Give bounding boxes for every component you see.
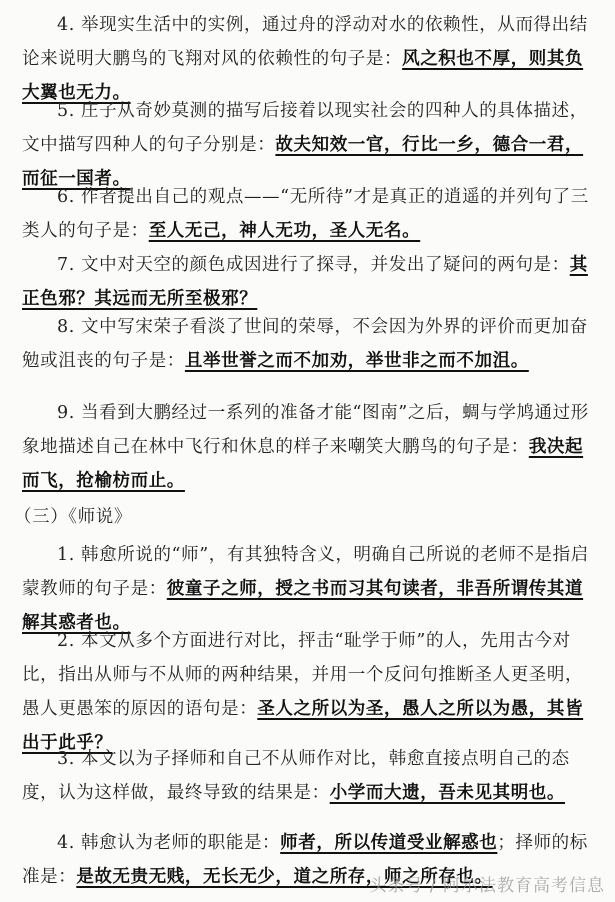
answer-text: 小学而大遗，吾未见其明也。 [329,783,566,803]
question-text: 9. 当看到大鹏经过一系列的准备才能“图南”之后，蜩与学鸠通过形象地描述自己在林中飞行和休息的样子来嘲笑大鹏鸟的句子是： [22,403,589,457]
answer-text: 圣人之所以为圣，愚人之所以为愚，其皆出于此乎？ [22,699,584,753]
question-text: 5. 庄子从奇妙莫测的描写后接着以现实社会的四种人的具体描述，文中描写四种人的句子分别是： [22,101,588,155]
question-text: 4. 举现实生活中的实例，通过舟的浮动对水的依赖性，从而得出结论来说明大鹏鸟的飞翔对风的依赖性的句子是： [22,15,588,69]
question-text: 1. 韩愈所说的“师”，有其独特含义，明确自己所说的老师不是指启蒙教师的句子是： [22,545,589,599]
question-7 [22,248,594,316]
section-title: （三）《师说》 [14,507,132,527]
answer-text: 至人无己，神人无功，圣人无名。 [148,221,421,241]
watermark: 头条号 / 阿尔法教育高考信息 [369,876,605,896]
question-6 [22,180,594,248]
answer-text: 我决起而飞，抢榆枋而止。 [22,437,584,491]
answer-text: 彼童子之师，授之书而习其句读者，非吾所谓传其道解其惑者也。 [22,579,584,633]
question-text: 2. 本文从多个方面进行对比，抨击“耻学于师”的人，先用古今对比，指出从师与不从师的两种结果，并用一个反问句推断圣人更圣明，愚人更愚笨的原因的语句是： [22,631,584,719]
answer-text: 且举世誉之而不加劝，举世非之而不加沮。 [184,351,529,371]
shishuo-question-2 [22,624,594,760]
answer-text-2: 是故无贵无贱，无长无少，道之所存，师之所存也。 [76,867,493,887]
question-text-2: ；择师的标准是： [22,833,588,887]
answer-text: 故夫知效一官，行比一乡，德合一君，而征一国者。 [22,135,584,189]
question-9 [22,396,594,498]
question-text: 3. 本文以为子择师和自己不从师作对比，韩愈直接点明自己的态度，认为这样做，最终导致的结果是： [22,749,570,803]
answer-text: 师者，所以传道受业解惑也 [280,833,498,853]
question-text: 8. 文中写宋荣子看淡了世间的荣辱，不会因为外界的评价而更加奋勉或沮丧的句子是： [22,317,588,371]
question-text: 6. 作者提出自己的观点——“无所待”才是真正的逍遥的并列句了三类人的句子是： [22,187,589,241]
answer-text: 其正色邪？其远而无所至极邪？ [22,255,588,309]
question-text: 7. 文中对天空的颜色成因进行了探寻，并发出了疑问的两句是： [57,255,570,275]
answer-text: 风之积也不厚，则其负大翼也无力。 [22,49,584,103]
question-text: 4. 韩愈认为老师的职能是： [57,833,281,853]
shishuo-question-3 [22,742,594,810]
question-8 [22,310,594,378]
